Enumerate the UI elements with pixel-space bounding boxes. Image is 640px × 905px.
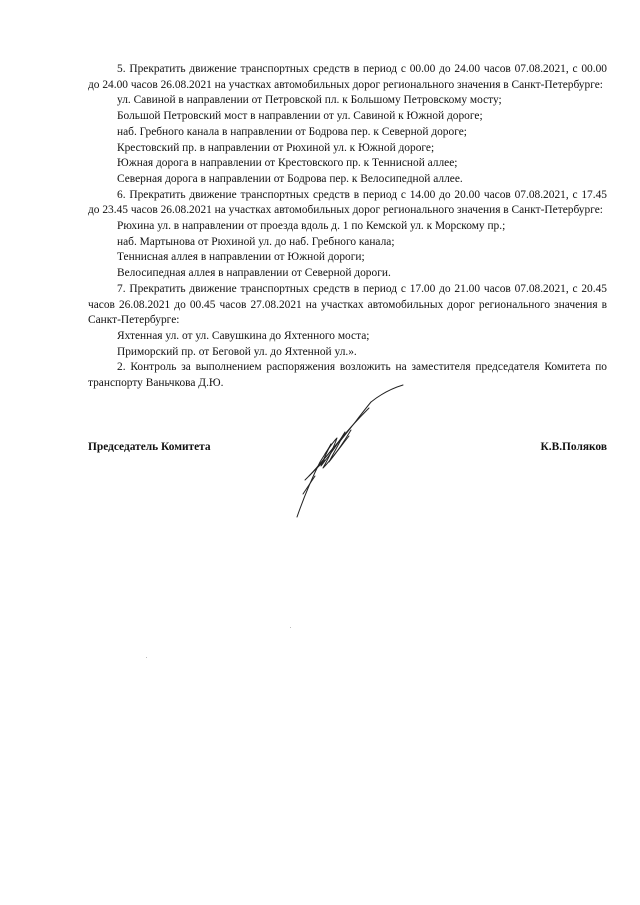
road-section: наб. Гребного канала в направлении от Бодрова пер. к Северной дороге; bbox=[117, 125, 467, 138]
signatory-name: К.В.Поляков bbox=[540, 441, 607, 453]
road-section: Велосипедная аллея в направлении от Северной дороги. bbox=[117, 267, 391, 280]
scan-speck bbox=[146, 657, 147, 658]
road-section: Большой Петровский мост в направлении от ул. Савиной к Южной дороге; bbox=[117, 110, 483, 123]
paragraph-item-5: 5. Прекратить движение транспортных средств в период с 00.00 до 24.00 часов 07.08.2021, с 00.00 до 24.00 часов 26.08.2021 на участках автомобильных дорог регионального значения в Санкт-Петербурге: bbox=[88, 63, 607, 91]
road-section: ул. Савиной в направлении от Петровской пл. к Большому Петровскому мосту; bbox=[117, 94, 502, 107]
handwritten-signature bbox=[285, 384, 415, 519]
road-section: Южная дорога в направлении от Крестовского пр. к Теннисной аллее; bbox=[117, 157, 458, 170]
road-section: Крестовский пр. в направлении от Рюхиной ул. к Южной дороге; bbox=[117, 141, 435, 154]
road-section: Рюхина ул. в направлении от проезда вдоль д. 1 по Кемской ул. к Морскому пр.; bbox=[117, 220, 506, 233]
paragraph-control: 2. Контроль за выполнением распоряжения возложить на заместителя председателя Комитета по транспорту Ваньчкова Д.Ю. bbox=[88, 361, 607, 390]
paragraph-item-6: 6. Прекратить движение транспортных средств в период с 14.00 до 20.00 часов 07.08.2021, с 17.45 до 23.45 часов 26.08.2021 на участках автомобильных дорог регионального значения в Санкт-Петербурге: bbox=[88, 188, 607, 217]
road-section: Приморский пр. от Беговой ул. до Яхтенной ул.». bbox=[117, 345, 357, 358]
paragraph-item-7: 7. Прекратить движение транспортных средств в период с 17.00 до 21.00 часов 07.08.2021, с 20.45 часов 26.08.2021 до 00.45 часов 27.08.2021 на участках автомобильных дорог регионального значения в Санкт-Петербурге: bbox=[88, 282, 607, 327]
road-section: Теннисная аллея в направлении от Южной дороги; bbox=[117, 251, 365, 264]
road-section: Северная дорога в направлении от Бодрова пер. к Велосипедной аллее. bbox=[117, 172, 463, 185]
road-section: наб. Мартынова от Рюхиной ул. до наб. Гребного канала; bbox=[117, 235, 395, 248]
signatory-position: Председатель Комитета bbox=[88, 441, 211, 453]
scan-speck bbox=[290, 627, 291, 628]
road-section: Яхтенная ул. от ул. Савушкина до Яхтенного моста; bbox=[117, 329, 370, 342]
document-body bbox=[88, 62, 607, 392]
